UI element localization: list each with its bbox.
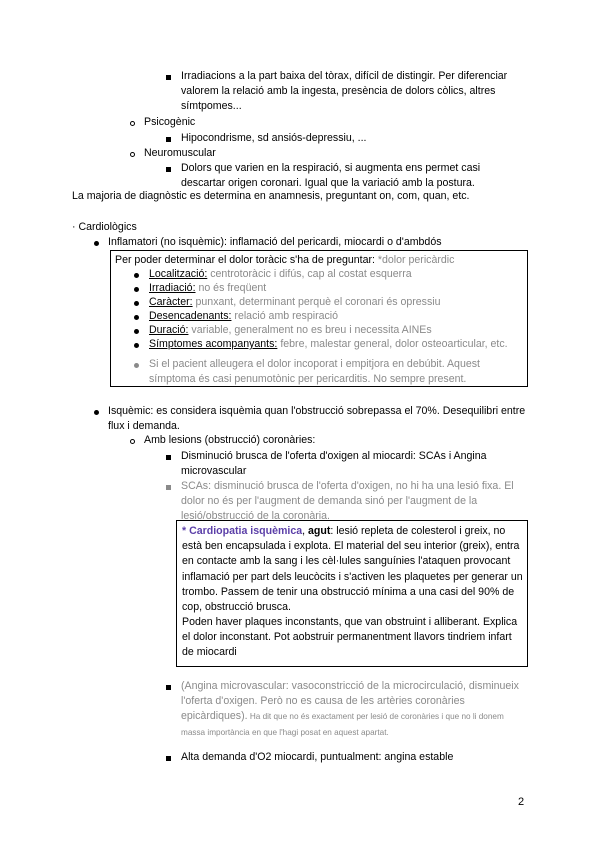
square-bullet-icon xyxy=(166,485,171,490)
item-label: Caràcter: xyxy=(149,296,193,308)
cardiopatia-title: Cardiopatia isquèmica xyxy=(189,525,303,537)
cardiopatia-para2: Poden haver plaques inconstants, que van obstruint i alliberant. Explica el dolor inconstant. Pot aobstruir permanentment llavors tindriem infart de miocardi xyxy=(182,616,518,659)
item-value: febre, malestar general, dolor osteoarticular, etc. xyxy=(277,338,508,350)
bullet-icon xyxy=(134,315,139,320)
cardiopatia-box xyxy=(176,520,528,667)
majoria-text: La majoria de diagnòstic es determina en anamnesis, preguntant on, com, quan, etc. xyxy=(72,190,470,202)
cardiopatia-text: : lesió repleta de colesterol i greix, no està ben encapsulada i explota. El material del seu interior (greix), entra en contacte amb la sang i les cèl·lules sanguínies l'ataquen provocant inflamació per part dels leucòcits i s'activen les plaquetes per generar un trombo. Passem de tenir una obstrucció mínima a una casi del 90% de cop, obstrucció brusca. xyxy=(182,525,523,614)
bullet-icon xyxy=(94,241,99,246)
square-bullet-icon xyxy=(166,685,171,690)
item-label: Irradiació: xyxy=(149,282,196,294)
square-bullet-icon xyxy=(166,167,171,172)
lesions-text: Amb lesions (obstrucció) coronàries: xyxy=(144,434,316,446)
square-bullet-icon xyxy=(166,455,171,460)
square-bullet-icon xyxy=(166,137,171,142)
item-label: Localització: xyxy=(149,268,208,280)
inflamatori-text: Inflamatori (no isquèmic): inflamació del pericardi, miocardi o d'ambdós xyxy=(108,236,442,248)
angina-note-main: (Angina microvascular: vasoconstricció de la microcirculació, disminueix l'oferta d'oxigen. Però no es causa de les artèries coronàries epicàrdiques). xyxy=(181,680,519,723)
box1-item xyxy=(149,337,519,352)
angina-note-small: Ha dit que no és exactament per lesió de coronàries i que no li donem massa importància en que l'hagi posat en aquest apartat. xyxy=(181,712,504,737)
circle-bullet-icon xyxy=(130,152,135,157)
item-label: Desencadenants: xyxy=(149,310,232,322)
box1-intro-main: Per poder determinar el dolor toràcic s'ha de preguntar: xyxy=(115,254,375,266)
bullet-icon xyxy=(134,287,139,292)
box1-item xyxy=(149,295,441,310)
box1-intro xyxy=(115,253,525,268)
psicogenic-detail: Hipocondrisme, sd ansiós-depressiu, ... xyxy=(181,132,367,144)
disminucio-text: Disminució brusca de l'oferta d'oxigen al miocardi: SCAs i Angina microvascular xyxy=(181,450,487,478)
bullet-icon xyxy=(134,301,139,306)
neuromuscular-detail: Dolors que varien en la respiració, si augmenta ens permet casi descartar origen coronari. Igual que la variació amb la postura. xyxy=(181,162,481,190)
item-value: punxant, determinant perquè el coronari és opressiu xyxy=(192,296,441,308)
scas-note: SCAs: disminució brusca de l'oferta d'oxigen, no hi ha una lesió fixa. El dolor no és per l'augment de demanda sinó per l'augment de la lesió/obstrucció de la coronària. xyxy=(181,480,514,523)
box1-item xyxy=(149,281,266,296)
square-bullet-icon xyxy=(166,756,171,761)
item-label: Símptomes acompanyants: xyxy=(149,338,278,350)
bullet-icon xyxy=(134,329,139,334)
irradiacions-text: Irradiacions a la part baixa del tòrax, difícil de distingir. Per diferenciar valorem la relació amb la ingesta, presència de dolors còlics, altres símtpomes... xyxy=(181,70,508,113)
item-value: centrotoràcic i difús, cap al costat esquerra xyxy=(207,268,412,280)
item-label: Duració: xyxy=(149,324,189,336)
item-value: variable, generalment no es breu i necessita AINEs xyxy=(188,324,432,336)
item-value: no és freqüent xyxy=(195,282,267,294)
pericardial-box xyxy=(110,250,528,387)
neuromuscular-label: Neuromuscular xyxy=(144,147,216,159)
agut-label: agut xyxy=(308,525,331,537)
box1-intro-note: *dolor pericàrdic xyxy=(374,254,455,266)
circle-bullet-icon xyxy=(130,121,135,126)
bullet-icon xyxy=(134,343,139,348)
item-value: relació amb respiració xyxy=(231,310,339,322)
box1-item xyxy=(149,267,412,282)
box1-item xyxy=(149,309,338,324)
bullet-icon xyxy=(134,363,139,368)
square-bullet-icon xyxy=(166,75,171,80)
isquemic-text: Isquèmic: es considera isquèmia quan l'obstrucció sobrepassa el 70%. Desequilibri entre flux i demanda. xyxy=(108,405,526,433)
alta-demanda-text: Alta demanda d'O2 miocardi, puntualment: angina estable xyxy=(181,751,454,763)
bullet-icon xyxy=(134,273,139,278)
psicogenic-label: Psicogènic xyxy=(144,116,196,128)
circle-bullet-icon xyxy=(130,439,135,444)
box1-item xyxy=(149,323,432,338)
star-mark: * xyxy=(182,525,190,537)
page-number: 2 xyxy=(518,796,525,808)
cardiopatia-para1: * Cardiopatia isquèmica, agut: lesió repleta de colesterol i greix, no està ben encapsulada i explota. El material del seu interior (greix), entra en contacte amb la sang i les cèl·lules sanguínies l'ataquen provocant inflamació per part dels leucòcits i s'activen les plaquetes per generar un trombo. Passem de tenir una obstrucció mínima a una casi del 90% de cop, obstrucció brusca. xyxy=(182,525,523,614)
box1-last-note: Si el pacient alleugera el dolor incoporat i empitjora en debúbit. Aquest símptoma és casi penumotònic per pericarditis. No sempre present. xyxy=(149,358,480,386)
bullet-icon xyxy=(94,410,99,415)
cardio-heading: · Cardiològics xyxy=(72,221,137,233)
angina-note xyxy=(181,679,521,740)
